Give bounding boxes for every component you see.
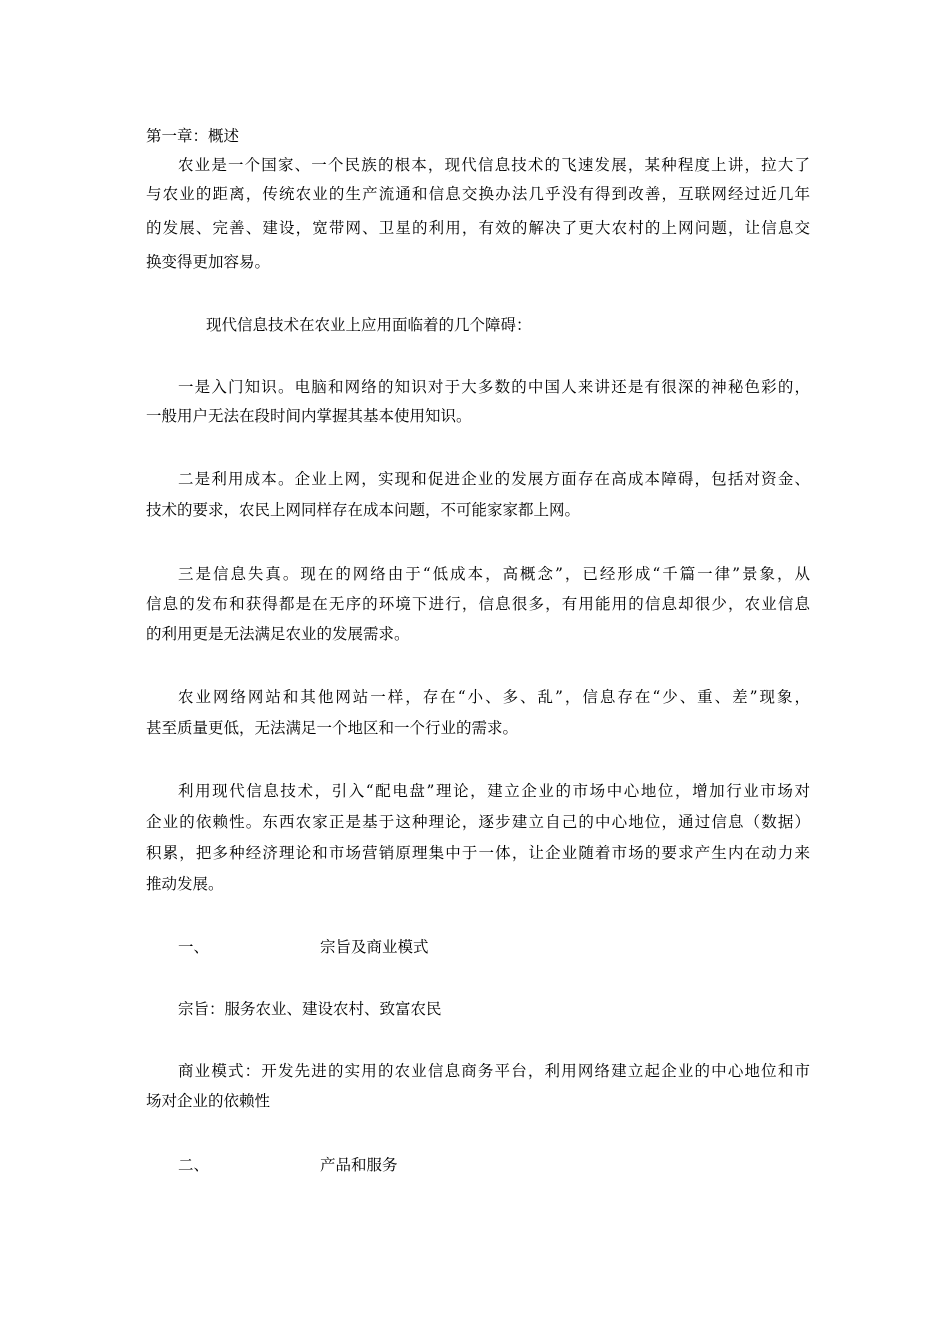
paragraph-line: 的发展、完善、建设，宽带网、卫星的利用，有效的解决了更大农村的上网问题，让信息交 — [146, 219, 810, 237]
paragraph-line: 积累，把多种经济理论和市场营销原理集中于一体，让企业随着市场的要求产生内在动力来 — [146, 844, 810, 862]
purpose-line: 宗旨：服务农业、建设农村、致富农民 — [178, 1000, 442, 1018]
paragraph-line: 一是入门知识。电脑和网络的知识对于大多数的中国人来讲还是有很深的神秘色彩的， — [178, 378, 810, 396]
paragraph-line: 三是信息失真。现在的网络由于“低成本，高概念”，已经形成“千篇一律”景象，从 — [178, 565, 810, 583]
paragraph-line: 甚至质量更低，无法满足一个地区和一个行业的需求。 — [146, 719, 519, 737]
paragraph-line: 信息的发布和获得都是在无序的环境下进行，信息很多，有用能用的信息却很少，农业信息 — [146, 595, 810, 613]
paragraph-line: 推动发展。 — [146, 875, 224, 893]
paragraph-line: 利用现代信息技术，引入“配电盘”理论，建立企业的市场中心地位，增加行业市场对 — [178, 782, 810, 800]
paragraph-line: 农业是一个国家、一个民族的根本，现代信息技术的飞速发展，某种程度上讲，拉大了 — [178, 156, 810, 174]
paragraph-line: 农业网络网站和其他网站一样，存在“小、多、乱”，信息存在“少、重、差”现象， — [178, 688, 810, 706]
paragraph-line: 的利用更是无法满足农业的发展需求。 — [146, 625, 410, 643]
paragraph-line: 技术的要求，农民上网同样存在成本问题，不可能家家都上网。 — [146, 501, 581, 519]
paragraph-line: 二是利用成本。企业上网，实现和促进企业的发展方面存在高成本障碍，包括对资金、 — [178, 470, 810, 488]
chapter-title: 第一章：概述 — [146, 127, 240, 145]
paragraph-line: 企业的依赖性。东西农家正是基于这种理论，逐步建立自己的中心地位，通过信息（数据） — [146, 813, 810, 831]
section-number: 二、 — [178, 1156, 210, 1174]
paragraph-line: 场对企业的依赖性 — [146, 1092, 271, 1110]
section-title: 宗旨及商业模式 — [320, 938, 429, 956]
section-number: 一、 — [178, 938, 210, 956]
paragraph-line: 换变得更加容易。 — [146, 253, 271, 271]
paragraph-line: 与农业的距离，传统农业的生产流通和信息交换办法几乎没有得到改善，互联网经过近几年 — [146, 185, 810, 203]
paragraph-line: 商业模式：开发先进的实用的农业信息商务平台，利用网络建立起企业的中心地位和市 — [178, 1062, 810, 1080]
paragraph-line: 一般用户无法在段时间内掌握其基本使用知识。 — [146, 407, 472, 425]
obstacles-heading: 现代信息技术在农业上应用面临着的几个障碍： — [206, 316, 532, 334]
section-title: 产品和服务 — [320, 1156, 398, 1174]
